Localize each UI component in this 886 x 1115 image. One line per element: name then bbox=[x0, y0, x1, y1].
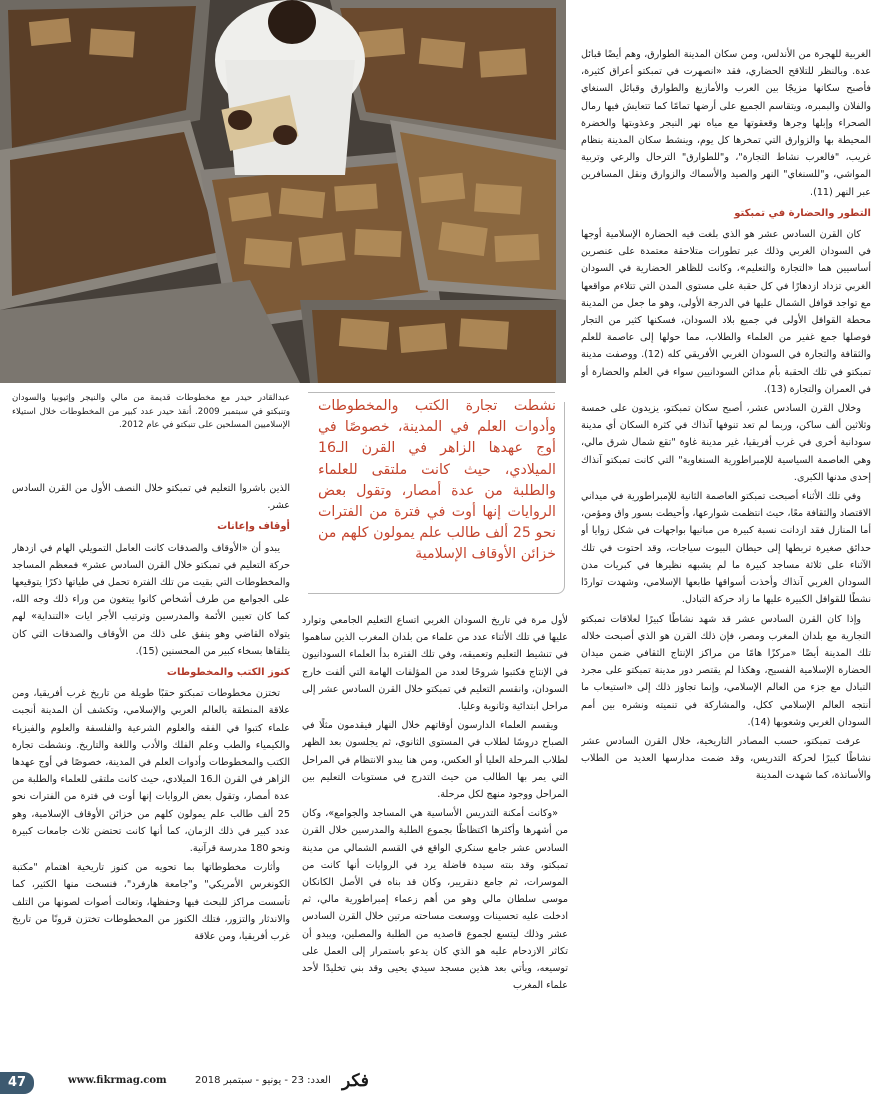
issue-info: العدد: 23 - يونيو - سبتمبر 2018 bbox=[195, 1075, 331, 1086]
section-heading-endowments: أوقاف وإعانات bbox=[217, 521, 290, 533]
middle-paragraph-3: «وكانت أمكنة التدريس الأساسية هي المساجد والجوامع»، وكان من أشهرها وأكثرها اكتظاظًا بجموع الطلبة والمدرسين خلال القرن السادس عشر جامع سنكري الواقع في القسم الشمالي من مدينة تمبكتو، وقد بنته سيدة فاضلة يرد في الروايات أنها كانت من الموسرات، ثم جامع دنقريبر، وكان قد بناه في الأصل الكانكان موسى سلطان مالي وهو من أهم زعماء إمبراطورية مالي، ثم ادخلت عليه تحسينات ووسعت مساحته مرتين خلال القرن السادس عشر وذلك ليتسع لجموع قاصديه من الطلبة والمصلين، ويبدو أن تكاثر الازدحام عليه هو الذي كان يدعو باستمرار إلى العمل على توسيعه، ويأتي بعد هذين مسجد سيدي يحيى وقد بني تخليدًا لأحد علماء المغرب bbox=[302, 808, 568, 992]
page-footer bbox=[0, 1070, 886, 1100]
right-column bbox=[581, 46, 871, 1066]
reading-man bbox=[215, 0, 365, 175]
photo-illustration bbox=[0, 0, 566, 383]
left-paragraph-2: يبدو أن «الأوقاف والصدقات كانت العامل التمويلي الهام في ازدهار حركة التعليم في تمبكتو خلال القرن السادس عشر» فمعظم المساجد والمخطوطات التي بقيت من تلك الفترة تحمل في طياتها ذكرًا يتوقيعها على الجوامع من طرف أشخاص كانوا يبتغون من وراء ذلك وجه الله، كما كان تعيين الأئمة والمدرسين وترتيب الأجر ايات «التنداية» لهم يتولاه القاضي وهو ينفق على ذلك من الأوقاف والصدقات التي كان يتلقاها بسخاء كبير من المحسنين (15). bbox=[12, 542, 290, 657]
website-link[interactable]: www.fikrmag.com bbox=[68, 1075, 167, 1086]
middle-paragraph-2: ويقسم العلماء الدارسون أوقاتهم خلال النهار فيقدمون مثلًا في الصباح دروسًا لطلاب في المستوى الثانوي، ثم يجلسون بعد الظهر لطلاب المرحلة العليا أو العكس، ومن هنا يبدو الانتظام في المراحل التي يمر بها الطالب من حيث التدرج في مستويات التعليم بين المراحل ووجود منهج لكل مرحلة. bbox=[302, 720, 568, 801]
section-heading-manuscripts: كنوز الكتب والمخطوطات bbox=[166, 667, 290, 679]
photo-caption: عبدالقادر حيدر مع مخطوطات قديمة من مالي والنيجر وإثيوبيا والسودان وتنبكتو في سبتمبر 2009. أنقذ حيدر عدد كبير من المخطوطات خلال استيلاء الإسلاميين المسلحين على تنبكتو في عام 2012. bbox=[12, 393, 290, 431]
left-paragraph-1: الذين باشروا التعليم في تمبكتو خلال النصف الأول من القرن السادس عشر. bbox=[12, 483, 290, 512]
left-paragraph-3: تختزن مخطوطات تمبكتو حقبًا طويلة من تاريخ غرب أفريقيا، ومن علاقة المنطقة بالعالم العربي والإسلامي، وتكشف أن المدينة أنجبت علماء كتبوا في الفقه والعلوم الشرعية والفلسفة والعلوم والفيزياء والكيمياء والطب وعلم الفلك والأدب واللغة والتاريخ. ونشطت تجارة الكتب والمخطوطات وأدوات العلم في المدينة، خصوصًا في أوج عهدها الزاهر في القرن الـ16 الميلادي، حيث كانت ملتقى للعلماء والطلبة من عدة أمصار، وتقول بعض الروايات إنها أوت في فترة من الفترات نحو 25 ألف طالب علم يمولون كلهم من خزائن الأوقاف الإسلامية، وهو عدد كبير في ذلك الزمان، كما أنها كانت تحتضن ثلاث جامعات كبيرة ونحو 180 مدرسة قرآنية. bbox=[12, 688, 290, 855]
left-paragraph-4: وأثارت مخطوطاتها بما تحويه من كنوز تاريخية اهتمام "مكتبة الكونغرس الأمريكي" و"جامعة هارفرد"، فنسخت منها الكثير، كما تأسست مراكز للبحث فيها وحفظها، وتعالت أصوات لصونها من التلف والاندثار والتزور، فتلك الكنوز من المخطوطات تختزن قرونًا من تاريخ غرب أفريقيا، ومن علاقة bbox=[12, 862, 290, 943]
manuscripts-photo bbox=[0, 0, 566, 383]
right-paragraph-5: وإذا كان القرن السادس عشر قد شهد نشاطًا كبيرًا لعلاقات تمبكتو التجارية مع بلدان المغرب ومصر، فإن ذلك القرن هو الذي أصبحت خلاله تلك المدينة أيضًا «مركزًا هامًا من مراكز الإنتاج الثقافي ضمن ميدان الحضارة الإسلامية الفسيح، وهكذا لم يقتصر دور مدينة تمبكتو على مجرد التبادل مع جزء من العالم الإسلامي، وإنما تجاوز ذلك إلى «استيعاب ما أنتجه العالم الإسلامي ككل، والمشاركة في تنميته ونشره بين أمم السودان الغربي وشعوبها (14). bbox=[581, 613, 871, 728]
middle-column bbox=[302, 612, 568, 1064]
section-heading-development: التطور والحضارة في تمبكتو bbox=[734, 207, 871, 219]
pull-quote-text: نشطت تجارة الكتب والمخطوطات وأدوات العلم في المدينة، خصوصًا في أوج عهدها الزاهر في القرن الـ16 الميلادي، حيث كانت ملتقى للعلماء والطلبة من عدة أمصار، وتقول بعض الروايات إنها أوت في فترة من الفترات نحو 25 ألف طالب علم يمولون كلهم من خزائن الأوقاف الإسلامية bbox=[318, 398, 556, 563]
pull-quote bbox=[304, 392, 568, 602]
magazine-logo: فكر bbox=[342, 1071, 369, 1091]
right-paragraph-6: عرفت تمبكتو، حسب المصادر التاريخية، خلال القرن السادس عشر نشاطًا كبيرًا لحركة التدريس، وقد ضمت مدارسها العديد من الطلاب والأساتذة، كما شهدت المدينة bbox=[581, 735, 871, 782]
pull-quote-notch bbox=[555, 392, 565, 402]
right-paragraph-1: الغربية للهجرة من الأندلس، ومن سكان المدينة الطوارق، وهم أيضًا قبائل عدة. وبالنظر للتلاقح الحضاري، فقد «انصهرت في تمبكتو أعراق كثيرة، فأصبح سكانها مزيجًا بين العرب والأمازيغ والطوارق وقبائل السنغاي والفلان والبمبره، ويتقاسم الجميع على أرضها تمامًا كما تتعايش فيها رمال الصحراء وإبلها وجرها وقعقوتها مع مياه نهر النيجر وعذوبتها والخضرة المحيطة بها والزوارق التي تمخرها كل يوم، وينشط سكان المدينة بنظام غريب، "فالعرب نشاط التجارة"، و"للطوارق" الترحال والرعي وتربية المواشي، و"للسنغاي" النهر والصيد والأسماك والزوارق ونقل المسافرين عبر النهر (11). bbox=[581, 49, 871, 198]
right-paragraph-3: وخلال القرن السادس عشر، أصبح سكان تمبكتو، يزيدون على خمسة وثلاثين ألف ساكن، وربما لم تعد تنوفها آنذاك في كثرة السكان أي مدينة سودانية أخرى في غرب أفريقيا، غير مدينة غاوة "تقع شمال شرق مالي، وهي العاصمة السياسية للإمبراطورية السنغاوية" التي كانت تمبكتو آنذاك إحدى مدنها الكبرى. bbox=[581, 403, 871, 483]
right-paragraph-2: كان القرن السادس عشر هو الذي بلغت فيه الحضارة الإسلامية أوجها في السودان الغربي وذلك عبر تطورات متلاحقة معتمدة على عنصرين أساسيين هما «التجارة والتعليم»، وكانت للظاهر الحضارية في السودان الغربي تزداد ازدهارًا في كل حقبة على مستوى المدن التي تتلاءم مواقعها مع تواجد قوافل الشمال عليها في الدرجة الأولى، وهو ما جعل من المدينة محطة القوافل الأولى في جميع بلاد السودان، فسكنها كثير من التجار فوصلها جمع غفير من العلماء والطلاب، مما حولها إلى عاصمة للعلم والثقافة والتجارة في السودان الغربي الأفريقي كله (12). ووصفت مدينة تمبكتو في تلك الحقبة بأم مدائن السودانيين سواء في العلم والحضارة أو في العمران والتجارة (13). bbox=[581, 229, 871, 395]
page-number: 47 bbox=[0, 1072, 34, 1094]
left-column bbox=[12, 480, 290, 1064]
middle-paragraph-1: لأول مرة في تاريخ السودان الغربي اتساع التعليم الجامعي وتوارد عليها في تلك الأثناء عدد من علماء من بلدان المغرب الذين ساهموا في تنشيط التعليم وتعميقه، وفي تلك الفترة بدأ العلماء السودانيون في الإنتاج فكتبوا شروحًا لعدد من المؤلفات الهامة التي ألفت خارج السودان، وانقسم التعليم في تمبكتو خلال القرن السادس عشر إلى مراحل ابتدائية وثانوية وعليا. bbox=[302, 615, 568, 713]
right-paragraph-4: وفي تلك الأثناء أصبحت تمبكتو العاصمة الثانية للإمبراطورية في ميداني الاقتصاد والثقافة معًا، حيث انتظمت شوارعها، وأحيطت بسور واق ومؤمن، أما المنازل فقد ازدانت نسبة كبيرة من مبانيها بواجهات في شكل زوايا أو حدائق صغيرة تربطها إلى حيطان البيوت سياجات، وقد احتوت في تلك الآثناء على ثلاثة مساجد كبيرة ما لم يشبهه نظيرها في كبريات مدن السودان الغربي آنذاك وأخذت أسواقها طابعها الإسلامي، وشهدت تواردًا نشطًا للقوافل الكبيرة عليها ما زاد حركة التبادل. bbox=[581, 491, 871, 606]
